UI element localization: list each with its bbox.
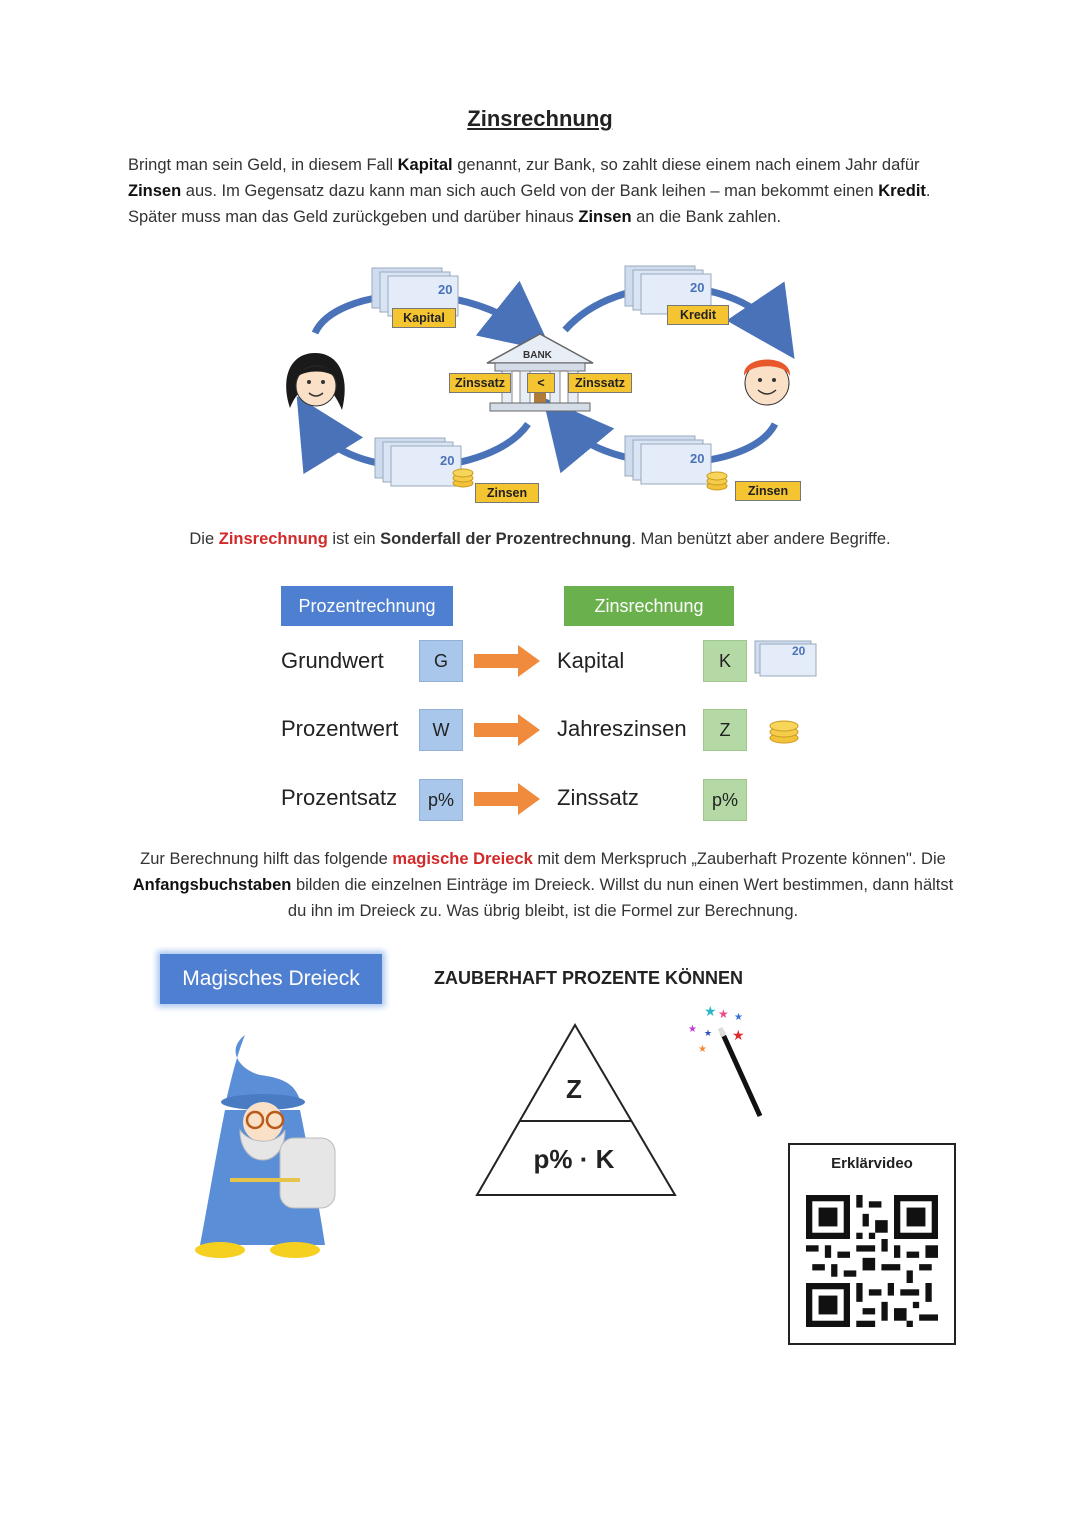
header-zinsrechnung: Zinsrechnung <box>564 586 734 626</box>
coins-icon <box>707 472 727 490</box>
banknote-value: 20 <box>792 644 806 658</box>
intro-zinsen: Zinsen <box>128 182 182 200</box>
description-paragraph <box>128 846 958 924</box>
term-zinssatz: Zinssatz <box>557 785 639 810</box>
desc-text: mit dem Merkspruch „Zauberhaft Prozente können". Die <box>532 850 946 868</box>
arrow-right-icon <box>474 645 542 677</box>
term-kapital: Kapital <box>557 648 625 673</box>
term-grundwert: Grundwert <box>281 648 384 673</box>
svg-text:★: ★ <box>734 1012 743 1023</box>
symbol-p-percent-right: p% <box>703 779 747 821</box>
svg-text:★: ★ <box>718 1007 729 1021</box>
intro-text: Bringt man sein Geld, in diesem Fall <box>128 156 398 174</box>
banknote-icon <box>754 640 818 678</box>
banknote-value: 20 <box>690 280 705 295</box>
lead-text: . Man benützt aber andere Begriffe. <box>631 530 891 548</box>
desc-anfangsbuchstaben: Anfangsbuchstaben <box>132 876 292 894</box>
label-zinssatz-right: Zinssatz <box>568 373 632 393</box>
qr-title: Erklärvideo <box>831 1155 913 1172</box>
term-jahreszinsen: Jahreszinsen <box>557 716 687 741</box>
label-kapital: Kapital <box>392 308 456 328</box>
lead-sentence <box>0 530 1080 549</box>
intro-text: genannt, zur Bank, so zahlt diese einem nach einem Jahr dafür <box>452 156 920 174</box>
coins-icon <box>766 716 802 744</box>
svg-text:★: ★ <box>698 1044 707 1055</box>
magisches-dreieck-badge: Magisches Dreieck <box>160 954 382 1004</box>
man-face-icon <box>744 360 790 406</box>
banknote-value: 20 <box>690 451 705 466</box>
symbol-k: K <box>703 640 747 682</box>
lead-text: Die <box>189 530 219 548</box>
lead-sonderfall: Sonderfall der Prozentrechnung <box>380 530 632 548</box>
label-zinsen-right: Zinsen <box>735 481 801 501</box>
banknote-value: 20 <box>438 282 453 297</box>
svg-text:★: ★ <box>732 1028 745 1044</box>
wizard-icon <box>185 1030 345 1266</box>
arrow-right-icon <box>474 714 542 746</box>
page-title: Zinsrechnung <box>467 106 613 131</box>
intro-zinsen-2: Zinsen <box>578 208 632 226</box>
label-kredit: Kredit <box>667 305 729 325</box>
intro-text: aus. Im Gegensatz dazu kann man sich auch Geld von der Bank leihen – man bekommt einen <box>181 182 879 200</box>
label-zinsen-left: Zinsen <box>475 483 539 503</box>
banknote-icon <box>625 436 711 484</box>
intro-kredit: Kredit <box>878 182 926 200</box>
intro-text: an die Bank zahlen. <box>631 208 782 226</box>
symbol-g: G <box>419 640 463 682</box>
svg-text:★: ★ <box>704 1029 713 1039</box>
term-prozentsatz: Prozentsatz <box>281 785 398 810</box>
arrow-right-icon <box>474 783 542 815</box>
slogan: ZAUBERHAFT PROZENTE KÖNNEN <box>434 968 743 988</box>
triangle-bottom: p% · K <box>533 1144 615 1174</box>
intro-paragraph <box>128 152 958 230</box>
triangle-top-z: Z <box>566 1074 582 1104</box>
symbol-z: Z <box>703 709 747 751</box>
banknote-value: 20 <box>440 453 455 468</box>
label-zinssatz-left: Zinssatz <box>449 373 511 393</box>
svg-text:★: ★ <box>688 1024 697 1035</box>
banknote-icon <box>375 438 461 486</box>
desc-text: bilden die einzelnen Einträge im Dreieck. Willst du nun einen Wert bestimmen, dann hältst du ihn im Dreieck zu. Was übrig bleibt, ist die Formel zur Berechnung. <box>287 876 954 920</box>
lead-zinsrechnung: Zinsrechnung <box>218 530 328 548</box>
symbol-w: W <box>419 709 463 751</box>
lead-text: ist ein <box>327 530 381 548</box>
bank-label: BANK <box>523 350 552 361</box>
coins-icon <box>453 469 473 487</box>
svg-text:★: ★ <box>704 1004 717 1020</box>
desc-magisch: magische Dreieck <box>392 850 533 868</box>
symbol-p-percent: p% <box>419 779 463 821</box>
desc-text: Zur Berechnung hilft das folgende <box>140 850 393 868</box>
intro-kapital: Kapital <box>397 156 453 174</box>
term-prozentwert: Prozentwert <box>281 716 399 741</box>
qr-code-icon[interactable] <box>806 1195 938 1327</box>
woman-face-icon <box>286 353 345 410</box>
magic-wand-icon <box>684 1000 766 1122</box>
header-prozentrechnung: Prozentrechnung <box>281 586 453 626</box>
intro-text: . Später muss man das Geld zurückgeben und darüber hinaus <box>128 182 931 226</box>
label-less-than: < <box>527 373 555 393</box>
